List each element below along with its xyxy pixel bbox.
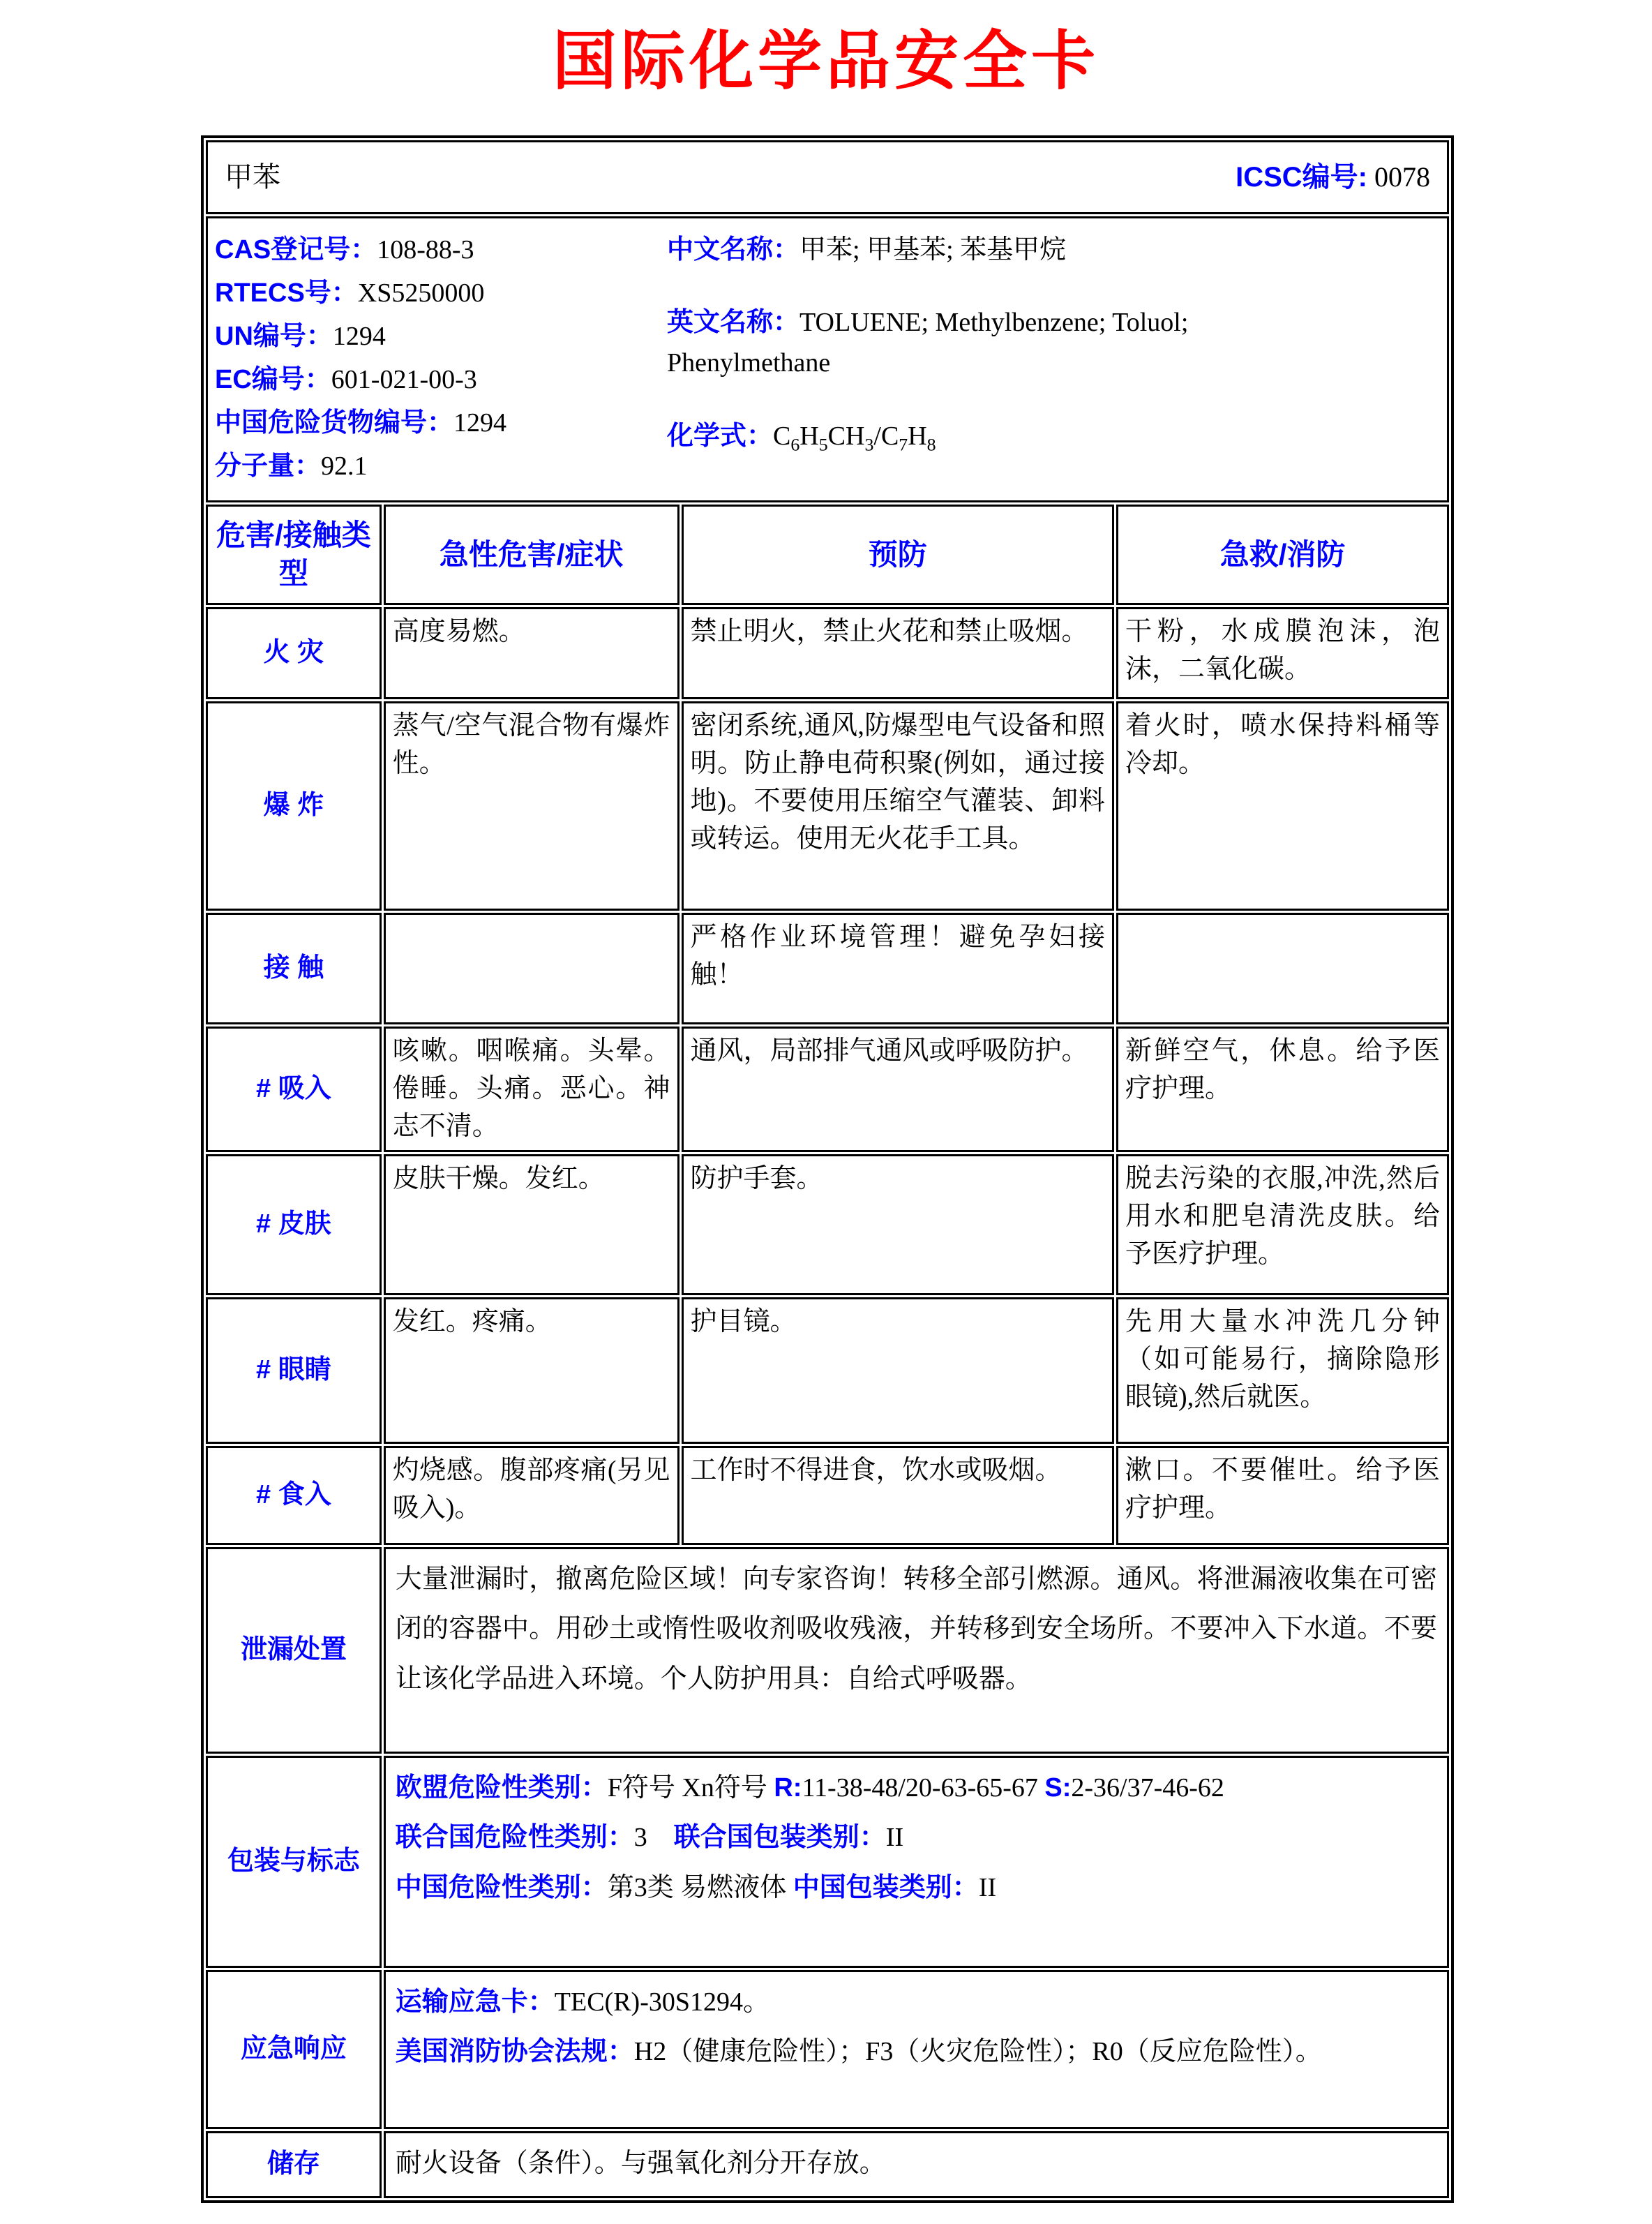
packaging-row — [206, 1756, 1449, 1968]
skin-firefighting: 脱去污染的衣服,冲洗,然后用水和肥皂清洗皮肤。给予医疗护理。 — [1116, 1154, 1449, 1295]
hazard-row-eyes — [206, 1297, 1449, 1444]
icsc-number-value: 0078 — [1374, 161, 1430, 193]
column-header-symptoms: 急性危害/症状 — [384, 505, 679, 605]
skin-prevention: 防护手套。 — [682, 1154, 1115, 1295]
explosion-firefighting: 着火时，喷水保持料桶等冷却。 — [1116, 701, 1449, 911]
china-hazard-class-line: 中国危险性类别：第3类 易燃液体 中国包装类别：II — [395, 1872, 997, 1902]
hazard-row-ingestion — [206, 1446, 1449, 1545]
china-dangerous-goods-number: 中国危险货物编号：1294 — [215, 408, 507, 438]
chinese-name: 中文名称：甲苯; 甲基苯; 苯基甲烷 — [667, 235, 1067, 264]
transport-emergency-card-line: 运输应急卡：TEC(R)-30S1294。 — [395, 1987, 769, 2017]
substance-header-cell — [206, 140, 1449, 214]
icsc-number-group — [1236, 158, 1430, 197]
eyes-firefighting: 先用大量水冲洗几分钟（如可能易行，摘除隐形眼镜),然后就医。 — [1116, 1297, 1449, 1444]
eu-hazard-class-line: 欧盟危险性类别：F符号 Xn符号 R:11-38-48/20-63-65-67 S:2-36/37-46-62 — [395, 1773, 1224, 1803]
contact-firefighting — [1116, 913, 1449, 1024]
storage-label: 储存 — [206, 2131, 382, 2198]
icsc-number-label: ICSC编号: — [1236, 161, 1367, 193]
inhalation-firefighting: 新鲜空气，休息。给予医疗护理。 — [1116, 1027, 1449, 1152]
icsc-card-table — [201, 135, 1454, 2203]
rtecs-number: RTECS号：XS5250000 — [215, 278, 485, 308]
eyes-prevention: 护目镜。 — [682, 1297, 1115, 1444]
hazard-row-fire — [206, 607, 1449, 699]
hazard-header-row — [206, 505, 1449, 605]
eyes-symptoms: 发红。疼痛。 — [384, 1297, 679, 1444]
formula-value: $C_6H_5CH_3/C_7H_8$ — [773, 421, 936, 455]
hazard-type-label: # 皮肤 — [206, 1154, 382, 1295]
fire-symptoms: 高度易燃。 — [384, 607, 679, 699]
column-header-firefighting: 急救/消防 — [1116, 505, 1449, 605]
column-header-hazard-type: 危害/接触类型 — [206, 505, 382, 605]
hazard-type-label: 爆 炸 — [206, 701, 382, 911]
explosion-symptoms: 蒸气/空气混合物有爆炸性。 — [384, 701, 679, 911]
english-name: 英文名称：TOLUENE; Methylbenzene; Toluol; Phenylmethane — [667, 308, 1189, 378]
packaging-label: 包装与标志 — [206, 1756, 382, 1968]
identification-cell — [206, 216, 1449, 502]
emergency-response-row — [206, 1970, 1449, 2129]
un-hazard-class-line: 联合国危险性类别：3 联合国包装类别：II — [395, 1823, 904, 1853]
hazard-row-contact — [206, 913, 1449, 1024]
skin-symptoms: 皮肤干燥。发红。 — [384, 1154, 679, 1295]
spill-disposal-label: 泄漏处置 — [206, 1547, 382, 1754]
spill-disposal-text: 大量泄漏时，撤离危险区域！向专家咨询！转移全部引燃源。通风。将泄漏液收集在可密闭的容器中。用砂土或惰性吸收剂吸收残液，并转移到安全场所。不要冲入下水道。不要让该化学品进入环境。个人防护用具：自给式呼吸器。 — [384, 1547, 1449, 1754]
identification-numbers — [215, 228, 667, 488]
contact-symptoms — [384, 913, 679, 1024]
column-header-prevention: 预防 — [682, 505, 1115, 605]
spill-disposal-row — [206, 1547, 1449, 1754]
hazard-type-label: # 眼睛 — [206, 1297, 382, 1444]
hazard-type-label: 火 灾 — [206, 607, 382, 699]
emergency-response-label: 应急响应 — [206, 1970, 382, 2129]
storage-text: 耐火设备（条件）。与强氧化剂分开存放。 — [384, 2131, 1449, 2198]
contact-prevention: 严格作业环境管理！避免孕妇接触！ — [682, 913, 1115, 1024]
substance-name: 甲苯 — [225, 161, 280, 193]
ingestion-prevention: 工作时不得进食，饮水或吸烟。 — [682, 1446, 1115, 1545]
identification-row — [206, 216, 1449, 502]
hazard-row-explosion — [206, 701, 1449, 911]
hazard-row-inhalation — [206, 1027, 1449, 1152]
inhalation-prevention: 通风，局部排气通风或呼吸防护。 — [682, 1027, 1115, 1152]
molecular-weight: 分子量：92.1 — [215, 451, 368, 481]
fire-firefighting: 干粉，水成膜泡沫，泡沫，二氧化碳。 — [1116, 607, 1449, 699]
hazard-row-skin — [206, 1154, 1449, 1295]
emergency-response-content — [384, 1970, 1449, 2129]
ingestion-symptoms: 灼烧感。腹部疼痛(另见吸入)。 — [384, 1446, 679, 1545]
identification-names — [667, 228, 1443, 488]
cas-number: CAS登记号：108-88-3 — [215, 235, 474, 264]
chemical-formula: 化学式：$C_6H_5CH_3/C_7H_8$ — [667, 421, 936, 455]
packaging-content — [384, 1756, 1449, 1968]
nfpa-code-line: 美国消防协会法规：H2（健康危险性）；F3（火灾危险性）；R0（反应危险性）。 — [395, 2037, 1322, 2067]
ec-number: EC编号：601-021-00-3 — [215, 365, 477, 394]
ingestion-firefighting: 漱口。不要催吐。给予医疗护理。 — [1116, 1446, 1449, 1545]
fire-prevention: 禁止明火，禁止火花和禁止吸烟。 — [682, 607, 1115, 699]
un-number: UN编号：1294 — [215, 322, 386, 351]
inhalation-symptoms: 咳嗽。咽喉痛。头晕。倦睡。头痛。恶心。神志不清。 — [384, 1027, 679, 1152]
substance-header-row — [206, 140, 1449, 214]
hazard-type-label: # 食入 — [206, 1446, 382, 1545]
page-title: 国际化学品安全卡 — [552, 26, 1099, 97]
hazard-type-label: # 吸入 — [206, 1027, 382, 1152]
storage-row — [206, 2131, 1449, 2198]
hazard-type-label: 接 触 — [206, 913, 382, 1024]
explosion-prevention: 密闭系统,通风,防爆型电气设备和照明。防止静电荷积聚(例如，通过接地)。不要使用压缩空气灌装、卸料或转运。使用无火花手工具。 — [682, 701, 1115, 911]
